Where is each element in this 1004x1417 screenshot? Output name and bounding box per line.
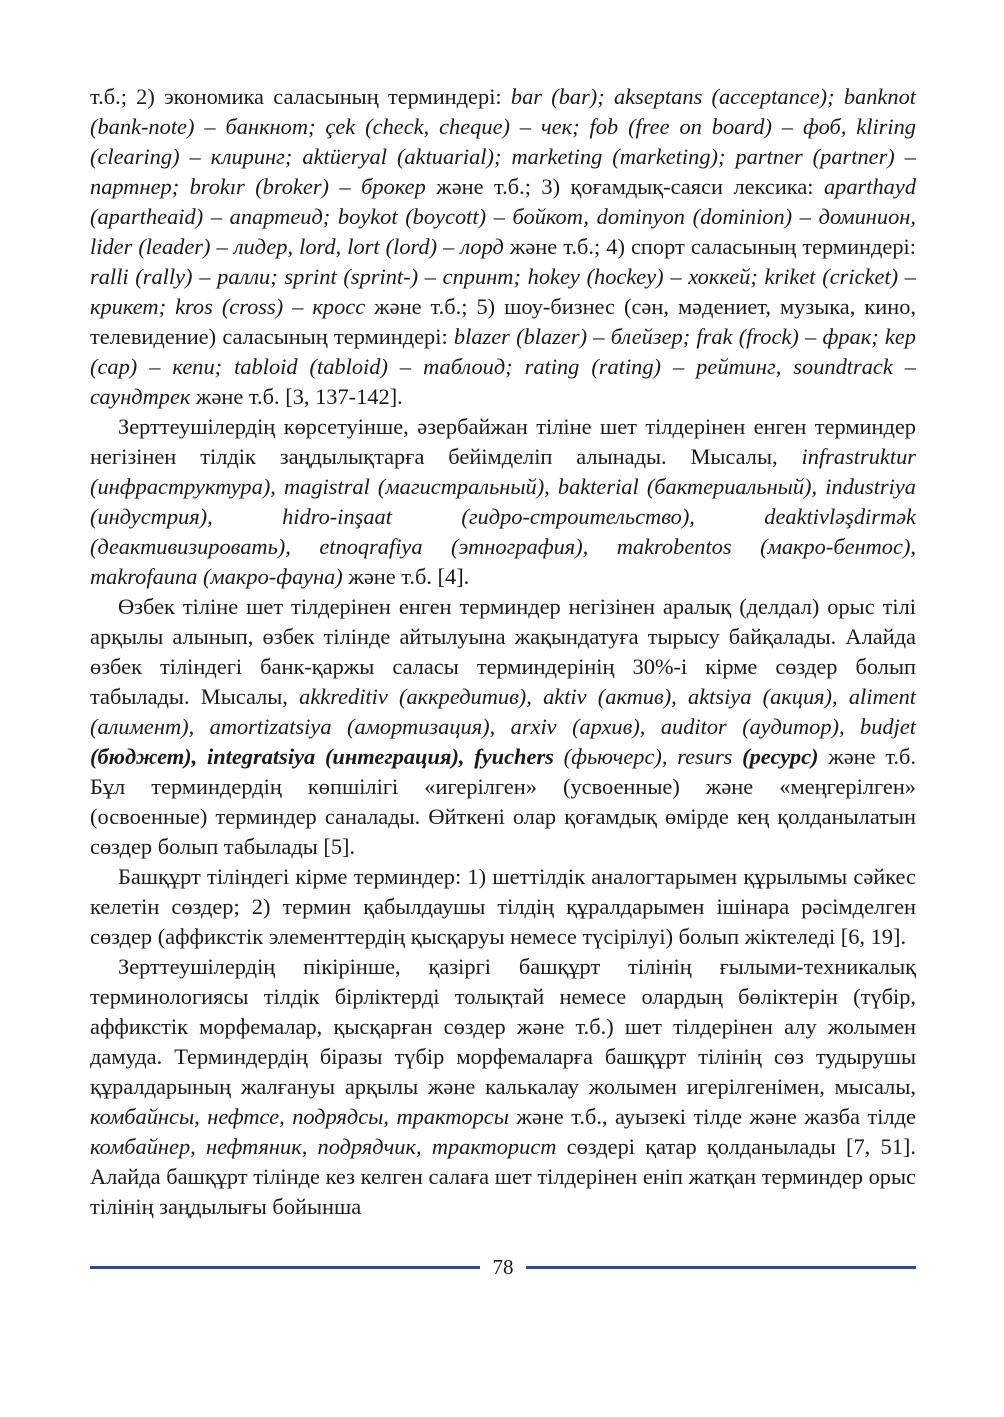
page-footer <box>90 1252 916 1282</box>
footer-rule-right <box>526 1266 916 1269</box>
paragraph-1-segment: ralli (rally) – ралли; sprint (sprint-) – спринт; hokey (hockey) – хоккей; kriket (cricket) – крикет; kros (cross) – кросс <box>90 264 916 319</box>
paragraph-5-segment: және т.б., ауызекі тілде және жазба тілде <box>508 1104 916 1129</box>
main-text <box>90 82 916 1222</box>
paragraph-5-segment: комбайнер, нефтяник, подрядчик, тракторист <box>90 1134 557 1159</box>
paragraph-3-segment: (ресурс) <box>742 744 819 769</box>
paragraph-1-segment: және т.б. [3, 137-142]. <box>190 384 403 409</box>
paragraph-2 <box>90 412 916 592</box>
paragraph-3-segment: (бюджет), integratsiya (интеграция), fyuchers <box>90 744 554 769</box>
paragraph-4-segment: Башқұрт тіліндегі кірме терминдер: 1) шеттілдік аналогтарымен құрылымы сәйкес келетін сөздер; 2) термин қабылдаушы тілдің құралдарымен ішінара рәсімделген сөздер (аффикстік элементтердің қысқаруы немесе түсірілуі) болып жіктеледі [6, 19]. <box>90 864 916 949</box>
paragraph-3 <box>90 592 916 862</box>
paragraph-5-segment: Зерттеушілердің пікірінше, қазіргі башқұрт тілінің ғылыми-техникалық терминологиясы тілдік бірліктерді толықтай немесе олардың бөліктерін (түбір, аффикстік морфемалар, қысқарған сөздер және т.б.) шет тілдерінен алу жолымен дамуда. Терминдердің біразы түбір морфемаларға башқұрт тілінің сөз тудырушы құралдарының жалғануы арқылы және калькалау жолымен игерілгенімен, мысалы, <box>90 954 916 1099</box>
paragraph-5-segment: комбайнсы, нефтсе, подрядсы, тракторсы <box>90 1104 509 1129</box>
footer-rule-left <box>90 1266 480 1269</box>
paragraph-1-segment: т.б.; 2) экономика саласының терминдері: <box>90 84 511 109</box>
paragraph-5 <box>90 952 916 1222</box>
paragraph-3-segment: akkreditiv (аккредитив), aktiv (актив), aktsiya (акция), aliment (алимент), amortizatsiya (амортизация), arxiv (архив), auditor (аудитор), budjet <box>90 684 916 739</box>
paragraph-4 <box>90 862 916 952</box>
paragraph-2-segment: және т.б. [4]. <box>342 564 470 589</box>
paragraph-1-segment: және т.б.; 4) спорт саласының терминдері: <box>503 234 917 259</box>
paragraph-1 <box>90 82 916 412</box>
paragraph-3-segment: және т.б. Бұл терминдердің көпшілігі «игерілген» (усвоенные) және «меңгерілген» (освоенные) терминдер саналады. Өйткені олар қоғамдық өмірде кең қолданылатын сөздер болып табылады [5]. <box>90 744 917 859</box>
paragraph-1-segment: blazer (blazer) – блейзер; frak (frock) – фрак; kep (cap) – кепи; tabloid (tabloid) – таблоид; rating (rating) – рейтинг, soundtrack – саундтрек <box>90 324 916 409</box>
paragraph-1-segment: және т.б.; 5) шоу-бизнес (сән, мәдениет, музыка, кино, телевидение) саласының терминдері: <box>90 294 916 349</box>
paragraph-1-segment: bar (bar); akseptans (acceptance); banknot (bank-note) – банкнот; çek (check, cheque) – чек; fob (free on board) – фоб, kliring (clearing) – клиринг; aktüeryal (aktuarial); marketing (marketing); partner (partner) – партнер; brokır (broker) – брокер <box>90 84 916 199</box>
paragraph-5-segment: сөздері қатар қолданылады [7, 51]. Алайда башқұрт тілінде кез келген салаға шет тілдерінен еніп жатқан терминдер орыс тілінің заңдылығы бойынша <box>90 1134 916 1219</box>
paragraph-2-segment: Зерттеушілердің көрсетуінше, әзербайжан тіліне шет тілдерінен енген терминдер негізінен тілдік заңдылықтарға бейімделіп алынады. Мысалы, <box>90 414 916 469</box>
page-number: 78 <box>492 1255 514 1279</box>
paragraph-1-segment: және т.б.; 3) қоғамдық-саяси лексика: <box>425 174 824 199</box>
paragraph-3-segment: (фьючерс), resurs <box>553 744 743 769</box>
paragraph-2-segment: infrastruktur (инфраструктура), magistral (магистральный), bakterial (бактериальный), industriya (индустрия), hidro-inşaat (гидро-строительство), deaktivləşdirmək (деактивизировать), etnoqrafiya (этнография), makrobentos (макро-бентос), makrofauna (макро-фауна) <box>90 444 916 589</box>
paragraph-3-segment: Өзбек тіліне шет тілдерінен енген терминдер негізінен аралық (делдал) орыс тілі арқылы алынып, өзбек тілінде айтылуына жақындатуға тырысу байқалады. Алайда өзбек тіліндегі банк-қаржы саласы терминдерінің 30%-і кірме сөздер болып табылады. Мысалы, <box>90 594 916 709</box>
paragraph-1-segment: aparthayd (apartheaid) – апартеид; boykot (boycott) – бойкот, dominyon (dominion) – доминион, lider (leader) – лидер, lord, lort (lord) – лорд <box>90 174 917 259</box>
